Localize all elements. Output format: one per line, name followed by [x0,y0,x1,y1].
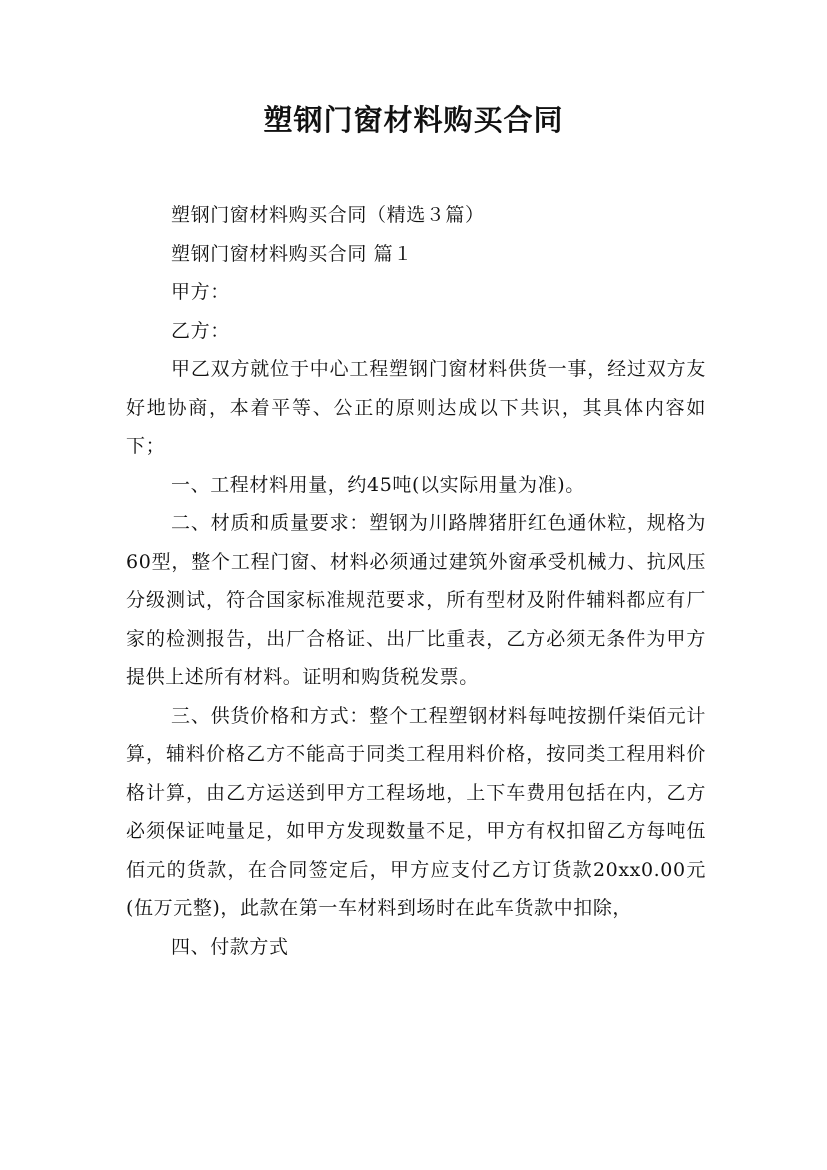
paragraph-intro: 甲乙双方就位于中心工程塑钢门窗材料供货一事，经过双方友好地协商，本着平等、公正的原则达成以下共识，其具体内容如下； [126,358,706,457]
document-body [126,196,706,966]
paragraph-clause-1: 一、工程材料用量，约45吨(以实际用量为准)。 [171,473,585,496]
document-title: 塑钢门窗材料购买合同 [263,103,564,137]
paragraph-section-heading: 塑钢门窗材料购买合同 篇１ [171,242,413,265]
paragraph-clause-3: 三、供货价格和方式：整个工程塑钢材料每吨按捌仟柒佰元计算，辅料价格乙方不能高于同类工程用料价格，按同类工程用料价格计算，由乙方运送到甲方工程场地，上下车费用包括在内，乙方必须保证吨量足，如甲方发现数量不足，甲方有权扣留乙方每吨伍佰元的货款，在合同签定后，甲方应支付乙方订货款20xx0.00元(伍万元整)，此款在第一车材料到场时在此车货款中扣除， [126,704,706,919]
paragraph-party-a: 甲方： [171,281,230,303]
paragraph-party-b: 乙方： [171,319,230,342]
paragraph-clause-2: 二、材质和质量要求：塑钢为川路牌猪肝红色通休粒，规格为60型，整个工程门窗、材料必须通过建筑外窗承受机械力、抗风压分级测试，符合国家标准规范要求，所有型材及附件辅料都应有厂家的检测报告，出厂合格证、出厂比重表，乙方必须无条件为甲方提供上述所有材料。证明和购货税发票。 [126,512,706,688]
paragraph-subtitle: 塑钢门窗材料购买合同（精选３篇） [171,204,485,226]
paragraph-clause-4: 四、付款方式 [171,935,289,958]
